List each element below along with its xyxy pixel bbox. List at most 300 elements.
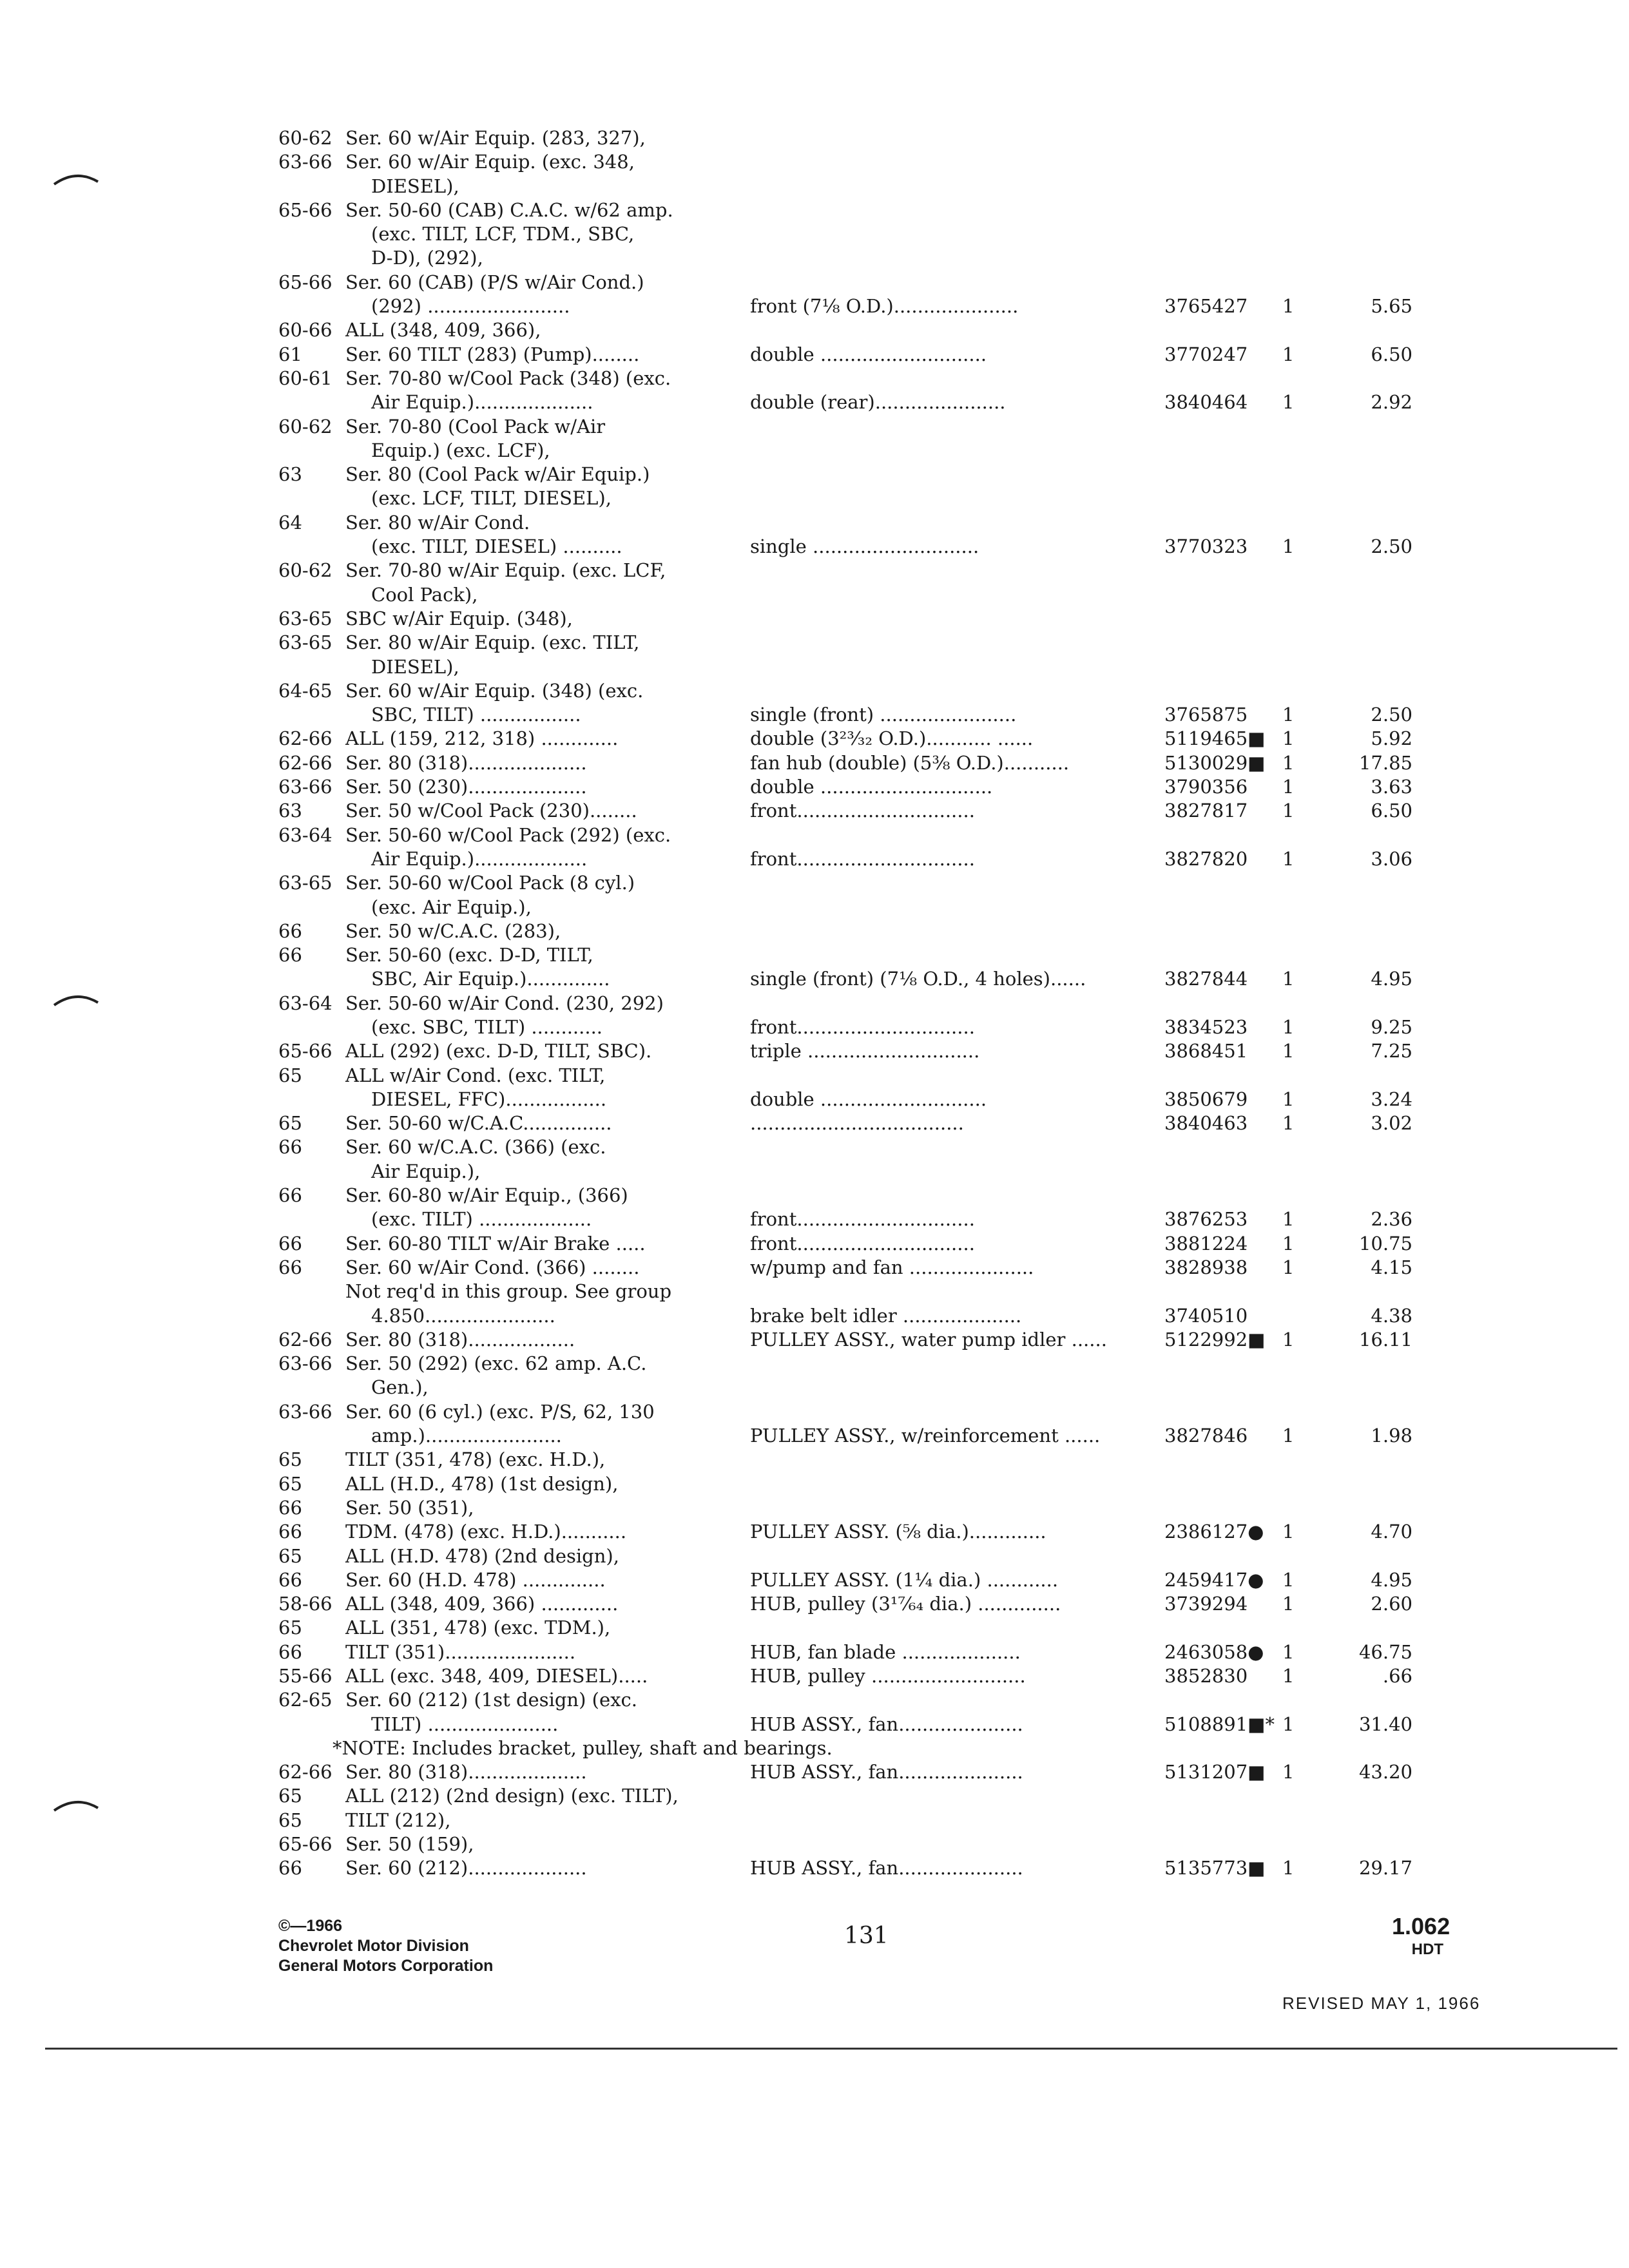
- year-cell: 65: [278, 1448, 302, 1471]
- table-row: [278, 294, 1412, 318]
- table-row: [278, 1664, 1412, 1688]
- quantity-cell: 1: [1282, 535, 1295, 558]
- year-cell: 65: [278, 1617, 302, 1639]
- description-cell: front..............................: [750, 800, 975, 822]
- application-cell: Ser. 60 w/C.A.C. (366) (exc.: [345, 1136, 606, 1158]
- part-number-cell: 3770247: [1164, 343, 1248, 365]
- description-cell: front..............................: [750, 1208, 975, 1231]
- part-number-cell: 3827817: [1164, 800, 1248, 822]
- quantity-cell: 1: [1282, 1256, 1295, 1278]
- table-row: [278, 486, 1412, 510]
- table-row: [278, 1568, 1412, 1592]
- part-number-cell: 3868451: [1164, 1040, 1248, 1062]
- price-cell: 4.38: [1371, 1304, 1412, 1327]
- table-row: [278, 343, 1412, 367]
- part-number-cell: 3765427: [1164, 295, 1248, 318]
- description-cell: brake belt idler ....................: [750, 1304, 1022, 1327]
- publisher-block: [278, 1916, 493, 1976]
- description-cell: HUB ASSY., fan.....................: [750, 1857, 1023, 1879]
- table-row: [278, 655, 1412, 679]
- quantity-cell: 1: [1282, 1208, 1295, 1231]
- table-row: [278, 1832, 1412, 1856]
- year-cell: 60-61: [278, 367, 333, 389]
- application-cell: Ser. 80 w/Air Equip. (exc. TILT,: [345, 631, 640, 654]
- table-row: [278, 415, 1412, 439]
- year-cell: 63-66: [278, 776, 333, 798]
- table-row: [278, 271, 1412, 294]
- year-cell: 63-64: [278, 992, 333, 1014]
- table-row: [278, 246, 1412, 270]
- application-cell: DIESEL, FFC).................: [371, 1088, 607, 1110]
- year-cell: 65: [278, 1472, 302, 1495]
- year-cell: 60-66: [278, 319, 333, 341]
- table-row: [278, 463, 1412, 486]
- table-row: [278, 390, 1412, 414]
- price-cell: .66: [1382, 1665, 1412, 1687]
- application-cell: Ser. 60 w/Air Cond. (366) ........: [345, 1256, 640, 1278]
- price-cell: 3.06: [1371, 847, 1412, 870]
- application-cell: (exc. LCF, TILT, DIESEL),: [371, 487, 612, 510]
- table-row: [278, 679, 1412, 703]
- table-row: [278, 1376, 1412, 1399]
- quantity-cell: 1: [1282, 343, 1295, 365]
- price-cell: 4.95: [1371, 968, 1412, 990]
- part-number-cell: 3770323: [1164, 535, 1248, 558]
- table-row: [278, 318, 1412, 342]
- table-row: [278, 126, 1412, 150]
- price-cell: 10.75: [1358, 1232, 1412, 1254]
- year-cell: 66: [278, 1232, 302, 1254]
- application-cell: Ser. 80 (Cool Pack w/Air Equip.): [345, 463, 650, 486]
- part-number-cell: 3840464: [1164, 391, 1248, 414]
- application-cell: Ser. 60 (H.D. 478) ..............: [345, 1568, 606, 1591]
- year-cell: 66: [278, 1136, 302, 1158]
- table-row: [278, 1064, 1412, 1088]
- copyright: ©—1966: [278, 1917, 343, 1935]
- application-cell: Ser. 60 w/Air Equip. (283, 327),: [345, 127, 646, 149]
- table-row: [278, 1256, 1412, 1280]
- application-cell: (exc. SBC, TILT) ............: [371, 1015, 603, 1038]
- table-row: [278, 1232, 1412, 1256]
- application-cell: (exc. TILT, DIESEL) ..........: [371, 535, 622, 558]
- application-cell: ALL (292) (exc. D-D, TILT, SBC).: [345, 1040, 652, 1062]
- year-cell: 63-66: [278, 1400, 333, 1423]
- quantity-cell: 1: [1282, 295, 1295, 318]
- table-row: [278, 1184, 1412, 1207]
- application-cell: Ser. 60 (6 cyl.) (exc. P/S, 62, 130: [345, 1400, 655, 1423]
- application-cell: Ser. 70-80 w/Cool Pack (348) (exc.: [345, 367, 671, 389]
- price-cell: 5.92: [1371, 727, 1412, 750]
- table-row: [278, 535, 1412, 559]
- application-cell: 4.850......................: [371, 1304, 555, 1327]
- application-cell: Ser. 60 (212) (1st design) (exc.: [345, 1689, 637, 1711]
- application-cell: DIESEL),: [371, 655, 459, 678]
- part-number-cell: 2459417●: [1164, 1568, 1264, 1591]
- table-row: [278, 175, 1412, 198]
- application-cell: (exc. TILT, LCF, TDM., SBC,: [371, 223, 635, 245]
- price-cell: 2.92: [1371, 391, 1412, 414]
- application-cell: Ser. 60 TILT (283) (Pump)........: [345, 343, 640, 365]
- year-cell: 60-62: [278, 559, 333, 582]
- application-cell: Ser. 60 w/Air Equip. (348) (exc.: [345, 679, 644, 702]
- year-cell: 66: [278, 1640, 302, 1663]
- part-number-cell: 3834523: [1164, 1015, 1248, 1038]
- table-row: [278, 367, 1412, 390]
- price-cell: 3.02: [1371, 1112, 1412, 1135]
- application-cell: Ser. 80 (318)..................: [345, 1328, 575, 1350]
- application-cell: Ser. 70-80 w/Air Equip. (exc. LCF,: [345, 559, 666, 582]
- year-cell: 58-66: [278, 1593, 333, 1615]
- table-row: [278, 1496, 1412, 1520]
- table-row: [278, 1111, 1412, 1135]
- application-cell: SBC, TILT) .................: [371, 704, 581, 726]
- description-cell: HUB ASSY., fan.....................: [750, 1713, 1023, 1735]
- table-row: [278, 1448, 1412, 1472]
- part-number-cell: 3881224: [1164, 1232, 1248, 1254]
- description-cell: front..............................: [750, 847, 975, 870]
- part-number-cell: 2463058●: [1164, 1640, 1264, 1663]
- division-name: Chevrolet Motor Division: [278, 1937, 469, 1955]
- description-cell: double (3²³⁄₃₂ O.D.)........... ......: [750, 727, 1034, 750]
- application-cell: Ser. 60 (212)....................: [345, 1857, 587, 1879]
- part-number-cell: 3827820: [1164, 847, 1248, 870]
- application-cell: ALL w/Air Cond. (exc. TILT,: [345, 1064, 606, 1086]
- application-cell: Ser. 60-80 TILT w/Air Brake .....: [345, 1232, 646, 1254]
- application-cell: Cool Pack),: [371, 583, 478, 606]
- application-cell: Ser. 50-60 w/Cool Pack (292) (exc.: [345, 823, 671, 846]
- part-number-cell: 3790356: [1164, 776, 1248, 798]
- year-cell: 65: [278, 1064, 302, 1086]
- application-cell: Ser. 50 w/Cool Pack (230)........: [345, 800, 637, 822]
- table-row: [278, 919, 1412, 943]
- year-cell: 61: [278, 343, 302, 365]
- description-cell: double .............................: [750, 776, 993, 798]
- application-cell: Ser. 80 (318)....................: [345, 751, 587, 774]
- description-cell: PULLEY ASSY. (1¼ dia.) ............: [750, 1568, 1059, 1591]
- corporation-name: General Motors Corporation: [278, 1957, 494, 1975]
- application-cell: Air Equip.),: [371, 1160, 481, 1182]
- table-row: [278, 751, 1412, 775]
- year-cell: 63-64: [278, 823, 333, 846]
- table-row: [278, 1760, 1412, 1784]
- application-cell: D-D), (292),: [371, 247, 483, 269]
- description-cell: front..............................: [750, 1232, 975, 1254]
- application-cell: ALL (351, 478) (exc. TDM.),: [345, 1617, 611, 1639]
- footnote: *NOTE: Includes bracket, pulley, shaft and bearings.: [333, 1736, 833, 1759]
- table-row: [278, 559, 1412, 582]
- price-cell: 16.11: [1358, 1328, 1412, 1350]
- table-row: [278, 583, 1412, 607]
- part-number-cell: 3850679: [1164, 1088, 1248, 1110]
- description-cell: ....................................: [750, 1112, 964, 1135]
- table-row: [278, 1424, 1412, 1448]
- table-row: [278, 222, 1412, 246]
- part-number-cell: 5119465■: [1164, 727, 1266, 750]
- year-cell: 63: [278, 800, 302, 822]
- quantity-cell: 1: [1282, 751, 1295, 774]
- year-cell: 65: [278, 1809, 302, 1831]
- application-cell: SBC, Air Equip.)..............: [371, 968, 610, 990]
- binder-mark-middle: [53, 992, 99, 1008]
- year-cell: 65-66: [278, 1040, 333, 1062]
- application-cell: Ser. 80 (318)....................: [345, 1761, 587, 1783]
- application-cell: DIESEL),: [371, 175, 459, 197]
- table-row: [278, 1207, 1412, 1231]
- year-cell: 62-66: [278, 1761, 333, 1783]
- quantity-cell: 1: [1282, 1568, 1295, 1591]
- table-row: [278, 1015, 1412, 1039]
- year-cell: 63-66: [278, 1352, 333, 1375]
- binder-mark-bottom: [53, 1798, 99, 1813]
- table-row: [278, 727, 1412, 751]
- application-cell: Ser. 50-60 w/Air Cond. (230, 292): [345, 992, 664, 1014]
- year-cell: 65-66: [278, 271, 333, 293]
- quantity-cell: 1: [1282, 1640, 1295, 1663]
- quantity-cell: 1: [1282, 1040, 1295, 1062]
- part-number-cell: 5122992■: [1164, 1328, 1266, 1350]
- quantity-cell: 1: [1282, 847, 1295, 870]
- table-row: [278, 1280, 1412, 1303]
- part-number-cell: 3739294: [1164, 1593, 1248, 1615]
- year-cell: 66: [278, 1256, 302, 1278]
- table-row: [278, 1400, 1412, 1424]
- application-cell: Ser. 50-60 w/C.A.C...............: [345, 1112, 612, 1135]
- price-cell: 4.95: [1371, 1568, 1412, 1591]
- application-cell: TDM. (478) (exc. H.D.)...........: [345, 1521, 627, 1543]
- price-cell: 29.17: [1358, 1857, 1412, 1879]
- description-cell: PULLEY ASSY. (⅝ dia.).............: [750, 1521, 1046, 1543]
- price-cell: 46.75: [1358, 1640, 1412, 1663]
- year-cell: 60-62: [278, 415, 333, 437]
- table-row: [278, 1520, 1412, 1544]
- year-cell: 66: [278, 944, 302, 966]
- table-row: [278, 439, 1412, 463]
- description-cell: HUB ASSY., fan.....................: [750, 1761, 1023, 1783]
- description-cell: double ............................: [750, 1088, 987, 1110]
- table-row: [278, 1640, 1412, 1664]
- table-row: [278, 631, 1412, 655]
- table-row: [278, 1352, 1412, 1376]
- year-cell: 60-62: [278, 127, 333, 149]
- quantity-cell: 1: [1282, 800, 1295, 822]
- description-cell: HUB, fan blade ....................: [750, 1640, 1021, 1663]
- year-cell: 66: [278, 1184, 302, 1207]
- price-cell: 4.70: [1371, 1521, 1412, 1543]
- year-cell: 62-66: [278, 727, 333, 750]
- application-cell: Ser. 50-60 (CAB) C.A.C. w/62 amp.: [345, 198, 673, 221]
- quantity-cell: 1: [1282, 1665, 1295, 1687]
- part-number-cell: 3740510: [1164, 1304, 1248, 1327]
- description-cell: double (rear)......................: [750, 391, 1006, 414]
- part-number-cell: 3828938: [1164, 1256, 1248, 1278]
- description-cell: HUB, pulley ..........................: [750, 1665, 1026, 1687]
- quantity-cell: 1: [1282, 1425, 1295, 1447]
- application-cell: Not req'd in this group. See group: [345, 1280, 672, 1303]
- price-cell: 4.15: [1371, 1256, 1412, 1278]
- table-row: [278, 823, 1412, 847]
- table-row: [278, 871, 1412, 895]
- price-cell: 2.60: [1371, 1593, 1412, 1615]
- year-cell: 66: [278, 1857, 302, 1879]
- year-cell: 63: [278, 463, 302, 486]
- table-row: [278, 967, 1412, 991]
- table-row: [278, 1736, 1412, 1760]
- table-row: [278, 1135, 1412, 1159]
- application-cell: Air Equip.)...................: [371, 847, 588, 870]
- table-row: [278, 896, 1412, 919]
- description-cell: PULLEY ASSY., w/reinforcement ......: [750, 1425, 1101, 1447]
- part-number-cell: 3852830: [1164, 1665, 1248, 1687]
- price-cell: 2.36: [1371, 1208, 1412, 1231]
- description-cell: front..............................: [750, 1015, 975, 1038]
- table-row: [278, 150, 1412, 174]
- price-cell: 2.50: [1371, 535, 1412, 558]
- year-cell: 63-65: [278, 607, 333, 629]
- part-number-cell: 3765875: [1164, 704, 1248, 726]
- application-cell: Ser. 60-80 w/Air Equip., (366): [345, 1184, 628, 1207]
- application-cell: Ser. 50 (230)....................: [345, 776, 587, 798]
- year-cell: 62-65: [278, 1689, 333, 1711]
- bottom-rule: [45, 2048, 1617, 2050]
- quantity-cell: 1: [1282, 1328, 1295, 1350]
- year-cell: 64: [278, 511, 302, 533]
- quantity-cell: 1: [1282, 1857, 1295, 1879]
- quantity-cell: 1: [1282, 727, 1295, 750]
- application-cell: TILT (351)......................: [345, 1640, 576, 1663]
- table-row: [278, 1592, 1412, 1616]
- year-cell: 66: [278, 919, 302, 942]
- quantity-cell: 1: [1282, 1088, 1295, 1110]
- table-row: [278, 1784, 1412, 1808]
- description-cell: single (front) .......................: [750, 704, 1017, 726]
- application-cell: Ser. 50 (159),: [345, 1833, 474, 1856]
- description-cell: fan hub (double) (5⅜ O.D.)...........: [750, 751, 1070, 774]
- part-number-cell: 3827844: [1164, 968, 1248, 990]
- application-cell: Ser. 50-60 w/Cool Pack (8 cyl.): [345, 872, 635, 894]
- table-row: [278, 847, 1412, 871]
- part-number-cell: 3827846: [1164, 1425, 1248, 1447]
- year-cell: 55-66: [278, 1665, 333, 1687]
- application-cell: ALL (exc. 348, 409, DIESEL).....: [345, 1665, 648, 1687]
- application-cell: ALL (H.D., 478) (1st design),: [345, 1472, 619, 1495]
- application-cell: (exc. TILT) ...................: [371, 1208, 592, 1231]
- application-cell: amp.).......................: [371, 1425, 562, 1447]
- application-cell: TILT (212),: [345, 1809, 451, 1831]
- table-row: [278, 1472, 1412, 1496]
- description-cell: front (7⅛ O.D.).....................: [750, 295, 1019, 318]
- application-cell: Ser. 50 w/C.A.C. (283),: [345, 919, 561, 942]
- table-row: [278, 1713, 1412, 1736]
- application-cell: (exc. Air Equip.),: [371, 896, 532, 918]
- part-number-cell: 5131207■: [1164, 1761, 1266, 1783]
- price-cell: 3.24: [1371, 1088, 1412, 1110]
- table-row: [278, 1088, 1412, 1111]
- application-cell: Ser. 60 (CAB) (P/S w/Air Cond.): [345, 271, 644, 293]
- part-number-cell: 2386127●: [1164, 1521, 1264, 1543]
- application-cell: Ser. 50 (292) (exc. 62 amp. A.C.: [345, 1352, 647, 1375]
- price-cell: 1.98: [1371, 1425, 1412, 1447]
- price-cell: 5.65: [1371, 295, 1412, 318]
- quantity-cell: 1: [1282, 1015, 1295, 1038]
- page-number: 131: [844, 1923, 889, 1949]
- year-cell: 66: [278, 1568, 302, 1591]
- table-row: [278, 703, 1412, 727]
- quantity-cell: 1: [1282, 776, 1295, 798]
- description-cell: double ............................: [750, 343, 987, 365]
- table-row: [278, 1809, 1412, 1832]
- section-number: 1.062: [1392, 1913, 1451, 1939]
- binder-mark-top: [53, 171, 99, 187]
- year-cell: 65: [278, 1112, 302, 1135]
- application-cell: ALL (348, 409, 366) .............: [345, 1593, 619, 1615]
- price-cell: 31.40: [1358, 1713, 1412, 1735]
- quantity-cell: 1: [1282, 1761, 1295, 1783]
- application-cell: Equip.) (exc. LCF),: [371, 439, 550, 461]
- table-row: [278, 943, 1412, 967]
- price-cell: 17.85: [1358, 751, 1412, 774]
- application-cell: Gen.),: [371, 1376, 429, 1399]
- part-number-cell: 5130029■: [1164, 751, 1266, 774]
- part-number-cell: 5108891■*: [1164, 1713, 1275, 1735]
- description-cell: single (front) (7⅛ O.D., 4 holes)......: [750, 968, 1086, 990]
- table-row: [278, 1039, 1412, 1063]
- quantity-cell: 1: [1282, 1232, 1295, 1254]
- quantity-cell: 1: [1282, 704, 1295, 726]
- price-cell: 9.25: [1371, 1015, 1412, 1038]
- year-cell: 62-66: [278, 1328, 333, 1350]
- year-cell: 65: [278, 1544, 302, 1567]
- description-cell: HUB, pulley (3¹⁷⁄₆₄ dia.) ..............: [750, 1593, 1061, 1615]
- application-cell: Air Equip.)....................: [371, 391, 593, 414]
- quantity-cell: 1: [1282, 968, 1295, 990]
- table-row: [278, 1304, 1412, 1328]
- section-code: HDT: [1411, 1941, 1443, 1958]
- description-cell: PULLEY ASSY., water pump idler ......: [750, 1328, 1107, 1350]
- table-row: [278, 511, 1412, 535]
- part-number-cell: 3840463: [1164, 1112, 1248, 1135]
- description-cell: triple .............................: [750, 1040, 980, 1062]
- year-cell: 65-66: [278, 1833, 333, 1856]
- revision-date: REVISED MAY 1, 1966: [1282, 1994, 1481, 2013]
- price-cell: 2.50: [1371, 704, 1412, 726]
- application-cell: ALL (159, 212, 318) .............: [345, 727, 619, 750]
- application-cell: ALL (212) (2nd design) (exc. TILT),: [345, 1785, 679, 1807]
- application-cell: (292) ........................: [371, 295, 570, 318]
- table-row: [278, 1688, 1412, 1712]
- application-cell: Ser. 50-60 (exc. D-D, TILT,: [345, 944, 593, 966]
- quantity-cell: 1: [1282, 1521, 1295, 1543]
- part-number-cell: 3876253: [1164, 1208, 1248, 1231]
- year-cell: 64-65: [278, 679, 333, 702]
- table-row: [278, 1160, 1412, 1184]
- year-cell: 66: [278, 1496, 302, 1519]
- year-cell: 65: [278, 1785, 302, 1807]
- year-cell: 66: [278, 1521, 302, 1543]
- table-row: [278, 1856, 1412, 1880]
- table-row: [278, 799, 1412, 823]
- year-cell: 63-65: [278, 872, 333, 894]
- application-cell: Ser. 60 w/Air Equip. (exc. 348,: [345, 151, 635, 173]
- quantity-cell: 1: [1282, 1713, 1295, 1735]
- application-cell: ALL (H.D. 478) (2nd design),: [345, 1544, 619, 1567]
- year-cell: 65-66: [278, 198, 333, 221]
- year-cell: 63-66: [278, 151, 333, 173]
- price-cell: 43.20: [1358, 1761, 1412, 1783]
- quantity-cell: 1: [1282, 391, 1295, 414]
- table-row: [278, 1328, 1412, 1352]
- year-cell: 62-66: [278, 751, 333, 774]
- year-cell: 63-65: [278, 631, 333, 654]
